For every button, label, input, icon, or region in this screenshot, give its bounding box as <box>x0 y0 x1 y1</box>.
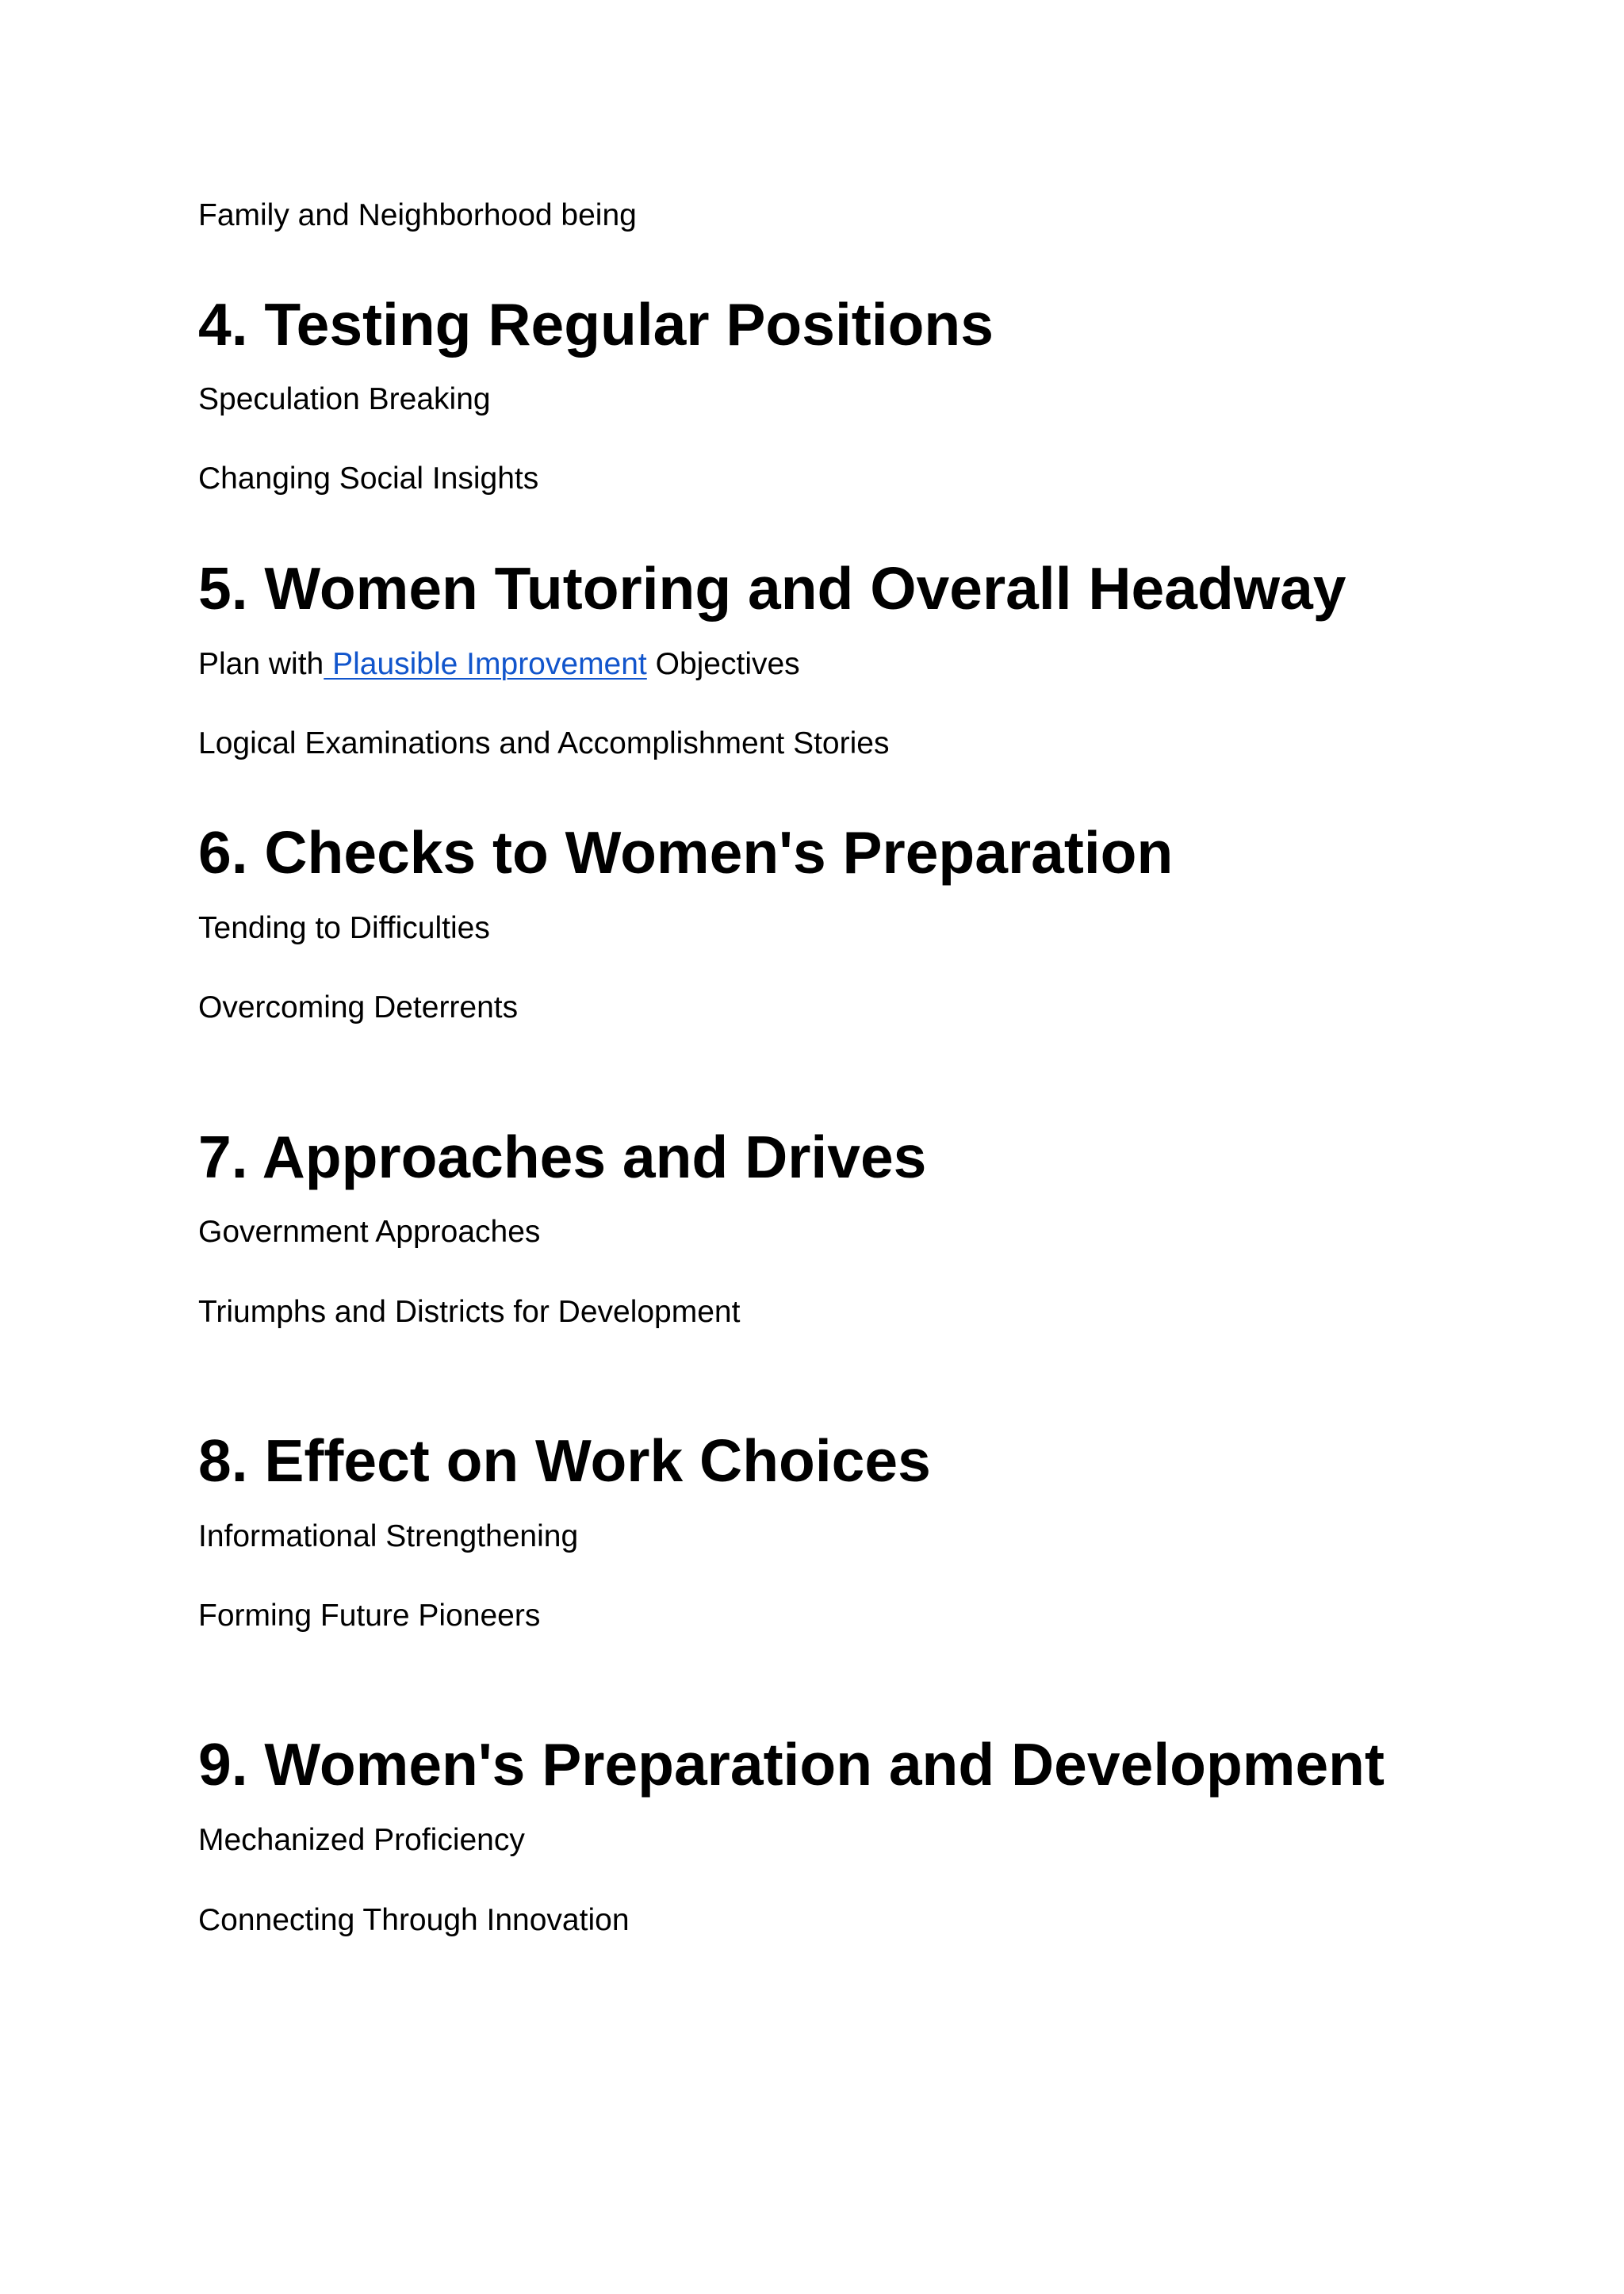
section-6-heading: 6. Checks to Women's Preparation <box>198 819 1174 886</box>
section-6-item-2: Overcoming Deterrents <box>198 990 519 1024</box>
section-6-item-1: Tending to Difficulties <box>198 911 490 945</box>
section-5-heading: 5. Women Tutoring and Overall Headway <box>198 555 1346 622</box>
section-5-item-2: Logical Examinations and Accomplishment Stories <box>198 726 890 760</box>
section-9-item-1: Mechanized Proficiency <box>198 1823 525 1857</box>
section-4-heading: 4. Testing Regular Positions <box>198 291 994 358</box>
section-5-item-1 <box>198 645 800 684</box>
section-8-item-1: Informational Strengthening <box>198 1519 579 1553</box>
section-4-item-1: Speculation Breaking <box>198 382 491 416</box>
section-8-heading: 8. Effect on Work Choices <box>198 1427 931 1494</box>
section-9-heading: 9. Women's Preparation and Development <box>198 1731 1385 1798</box>
section-7-item-2: Triumphs and Districts for Development <box>198 1295 741 1329</box>
plausible-improvement-link[interactable]: Plausible Improvement <box>324 647 647 681</box>
section-4-item-2: Changing Social Insights <box>198 461 539 496</box>
section-7-item-1: Government Approaches <box>198 1215 541 1249</box>
section-8-item-2: Forming Future Pioneers <box>198 1599 541 1633</box>
section-5-item-1-suffix: Objectives <box>646 647 800 681</box>
section-7-heading: 7. Approaches and Drives <box>198 1124 927 1190</box>
intro-line: Family and Neighborhood being <box>198 198 637 232</box>
section-9-item-2: Connecting Through Innovation <box>198 1903 630 1937</box>
section-5-item-1-prefix: Plan with <box>198 647 324 681</box>
